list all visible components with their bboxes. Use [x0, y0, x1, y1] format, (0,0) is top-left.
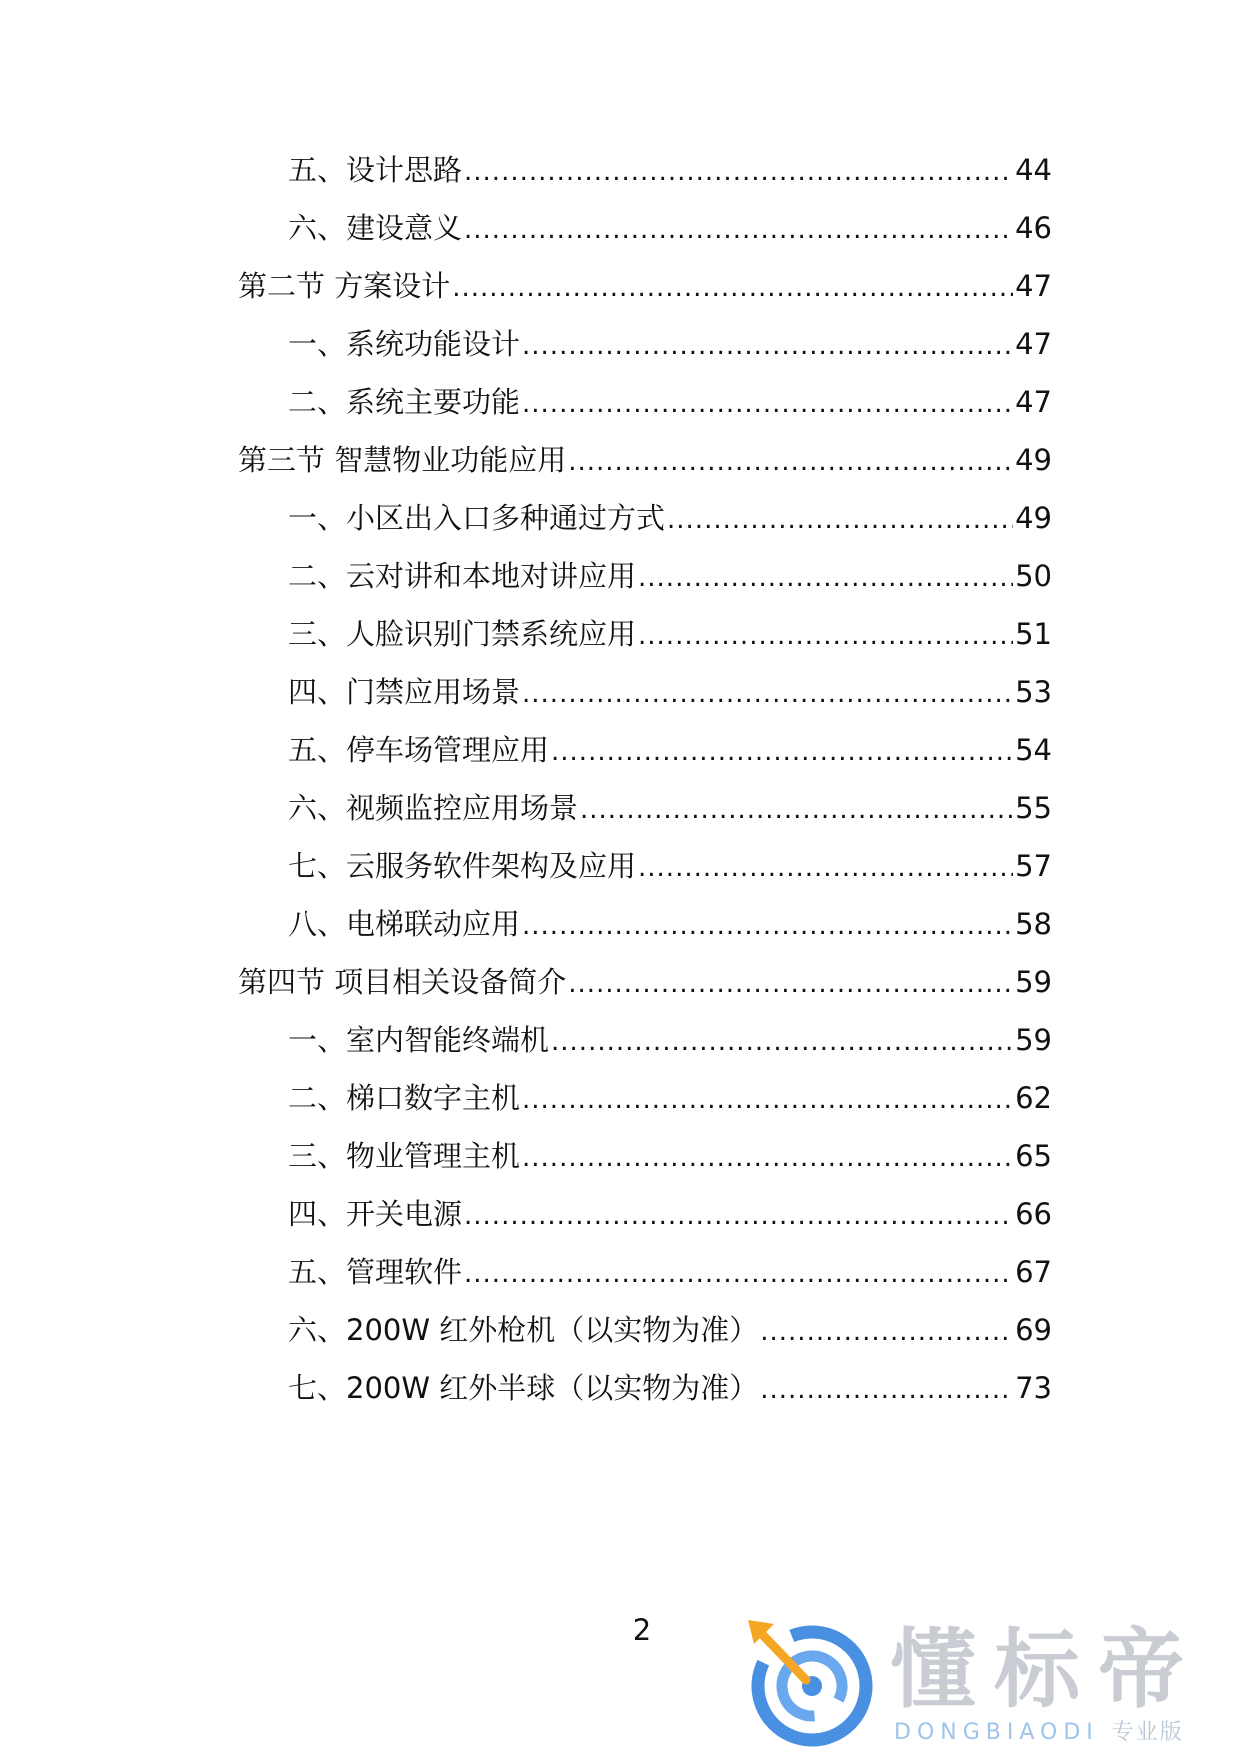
toc-dot-leader — [522, 1078, 1013, 1122]
toc-entry-page: 55 — [1015, 791, 1052, 825]
toc-entry-title: 二、系统主要功能 — [288, 385, 521, 419]
toc-entry-page: 66 — [1015, 1197, 1052, 1231]
toc-entry[interactable] — [288, 1192, 1052, 1236]
toc-entry[interactable] — [238, 438, 1052, 482]
toc-entry[interactable] — [288, 1308, 1052, 1352]
toc-dot-leader — [551, 730, 1013, 774]
toc-entry[interactable] — [288, 1018, 1052, 1062]
toc-entry[interactable] — [288, 786, 1052, 830]
toc-dot-leader — [522, 672, 1013, 716]
toc-entry-page: 73 — [1015, 1371, 1052, 1405]
toc-dot-leader — [464, 1194, 1013, 1238]
toc-entry[interactable] — [288, 554, 1052, 598]
toc-dot-leader — [760, 1368, 1013, 1412]
watermark-pinyin: DONGBIAODI — [894, 1720, 1099, 1745]
toc-entry-page: 67 — [1015, 1255, 1052, 1289]
toc-entry[interactable] — [288, 902, 1052, 946]
toc-entry-title: 一、室内智能终端机 — [288, 1023, 550, 1057]
toc-entry-title: 七、200W 红外半球（以实物为准） — [288, 1371, 759, 1405]
toc-entry[interactable] — [288, 1366, 1052, 1410]
toc-dot-leader — [452, 266, 1013, 310]
toc-entry[interactable] — [288, 670, 1052, 714]
toc-entry-title: 第三节 智慧物业功能应用 — [238, 443, 567, 477]
toc-entry-page: 51 — [1015, 617, 1052, 651]
toc-dot-leader — [568, 440, 1013, 484]
toc-entry-page: 69 — [1015, 1313, 1052, 1347]
toc-dot-leader — [760, 1310, 1013, 1354]
toc-dot-leader — [464, 208, 1013, 252]
watermark-subtitle — [894, 1720, 1184, 1746]
watermark-edition: 专业版 — [1111, 1720, 1184, 1745]
toc-dot-leader — [464, 1252, 1013, 1296]
toc-entry-title: 六、建设意义 — [288, 211, 463, 245]
toc-entry-title: 三、人脸识别门禁系统应用 — [288, 617, 637, 651]
toc-dot-leader — [522, 324, 1013, 368]
toc-dot-leader — [522, 1136, 1013, 1180]
watermark — [740, 1610, 1230, 1750]
toc-entry-page: 58 — [1015, 907, 1052, 941]
toc-entry-page: 49 — [1015, 443, 1052, 477]
toc-dot-leader — [568, 962, 1013, 1006]
toc-entry-title: 七、云服务软件架构及应用 — [288, 849, 637, 883]
page-number: 2 — [632, 1613, 652, 1647]
toc-entry[interactable] — [288, 1250, 1052, 1294]
toc-entry-title: 八、电梯联动应用 — [288, 907, 521, 941]
toc-entry-page: 62 — [1015, 1081, 1052, 1115]
toc-entry[interactable] — [288, 612, 1052, 656]
toc-entry-title: 四、门禁应用场景 — [288, 675, 521, 709]
toc-dot-leader — [551, 1020, 1013, 1064]
toc-entry-page: 53 — [1015, 675, 1052, 709]
toc-entry-page: 65 — [1015, 1139, 1052, 1173]
toc-entry-title: 五、停车场管理应用 — [288, 733, 550, 767]
toc-entry-title: 第四节 项目相关设备简介 — [238, 965, 567, 999]
toc-entry-title: 第二节 方案设计 — [238, 269, 451, 303]
toc-entry-title: 三、物业管理主机 — [288, 1139, 521, 1173]
toc-dot-leader — [522, 382, 1013, 426]
toc-entry[interactable] — [238, 264, 1052, 308]
toc-entry-title: 六、视频监控应用场景 — [288, 791, 579, 825]
toc-dot-leader — [638, 556, 1013, 600]
toc-entry-page: 57 — [1015, 849, 1052, 883]
toc-entry-page: 54 — [1015, 733, 1052, 767]
toc-dot-leader — [638, 614, 1013, 658]
toc-entry[interactable] — [288, 1076, 1052, 1120]
toc-entry-title: 一、小区出入口多种通过方式 — [288, 501, 666, 535]
toc-entry[interactable] — [288, 728, 1052, 772]
target-arrow-icon — [740, 1610, 880, 1750]
toc-entry[interactable] — [288, 206, 1052, 250]
toc-dot-leader — [464, 150, 1013, 194]
toc-entry-page: 59 — [1015, 1023, 1052, 1057]
toc-entry-title: 六、200W 红外枪机（以实物为准） — [288, 1313, 759, 1347]
toc-entry-page: 47 — [1015, 385, 1052, 419]
toc-dot-leader — [638, 846, 1013, 890]
toc-entry-title: 五、管理软件 — [288, 1255, 463, 1289]
toc-dot-leader — [580, 788, 1013, 832]
toc-entry-page: 44 — [1015, 153, 1052, 187]
toc-entry-title: 一、系统功能设计 — [288, 327, 521, 361]
toc-dot-leader — [667, 498, 1013, 542]
watermark-brand-name: 懂标帝 — [890, 1620, 1202, 1720]
toc-entry[interactable] — [288, 496, 1052, 540]
toc-entry-page: 47 — [1015, 269, 1052, 303]
toc-entry[interactable] — [288, 844, 1052, 888]
toc-entry-page: 47 — [1015, 327, 1052, 361]
toc-entry[interactable] — [288, 148, 1052, 192]
toc-entry-page: 50 — [1015, 559, 1052, 593]
toc-entry-page: 49 — [1015, 501, 1052, 535]
toc-entry[interactable] — [238, 960, 1052, 1004]
toc-entry-title: 二、梯口数字主机 — [288, 1081, 521, 1115]
toc-entry-title: 四、开关电源 — [288, 1197, 463, 1231]
toc-entry-page: 46 — [1015, 211, 1052, 245]
toc-entry[interactable] — [288, 322, 1052, 366]
toc-entry-title: 五、设计思路 — [288, 153, 463, 187]
toc-entry-title: 二、云对讲和本地对讲应用 — [288, 559, 637, 593]
toc-entry[interactable] — [288, 380, 1052, 424]
toc-entry[interactable] — [288, 1134, 1052, 1178]
toc-dot-leader — [522, 904, 1013, 948]
toc-entry-page: 59 — [1015, 965, 1052, 999]
